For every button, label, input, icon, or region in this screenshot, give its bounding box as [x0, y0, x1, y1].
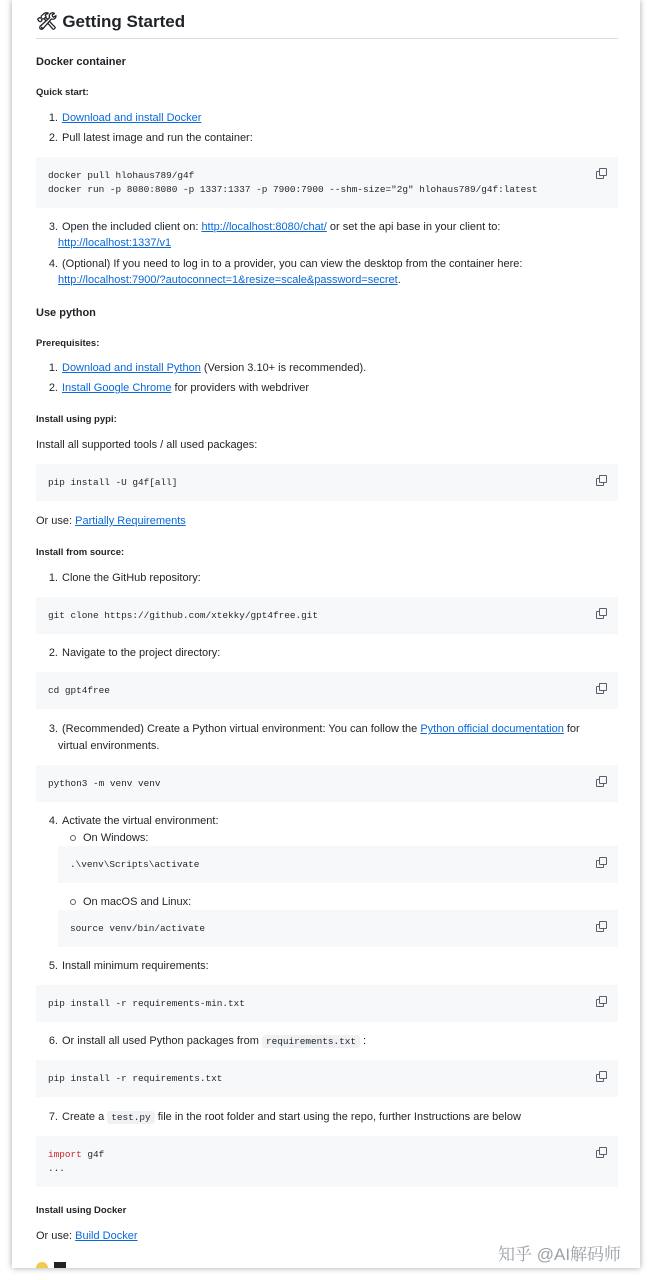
code-line: pip install -r requirements.txt	[48, 1073, 223, 1084]
list-item: 3. (Recommended) Create a Python virtual environment: You can follow the Python official documentation for	[48, 723, 580, 735]
install-chrome-link[interactable]: Install Google Chrome	[62, 382, 172, 394]
python-heading: Use python	[36, 307, 96, 319]
pypi-heading: Install using pypi:	[36, 414, 117, 425]
inline-code: requirements.txt	[262, 1035, 360, 1048]
list-item: 2. Pull latest image and run the container:	[48, 132, 253, 144]
code-line: python3 -m venv venv	[48, 778, 161, 789]
or-use-text: Or use: Build Docker	[36, 1230, 138, 1242]
download-python-link[interactable]: Download and install Python	[62, 362, 201, 374]
partial-requirements-link[interactable]: Partially Requirements	[75, 515, 186, 527]
copy-icon[interactable]	[596, 1147, 605, 1157]
list-item: 1. Download and install Docker	[48, 112, 202, 124]
code-line: docker run -p 8080:8080 -p 1337:1337 -p 7900:7900 --shm-size="2g" hlohaus789/g4f:latest	[48, 184, 538, 195]
copy-icon[interactable]	[596, 921, 605, 931]
inline-code: test.py	[107, 1111, 154, 1124]
list-item: 3. Open the included client on: http://localhost:8080/chat/ or set the api base in your client to:	[48, 221, 501, 233]
copy-icon[interactable]	[596, 475, 605, 485]
list-item: 1. Clone the GitHub repository:	[48, 572, 201, 584]
api-base-link[interactable]: http://localhost:1337/v1	[58, 237, 172, 249]
code-line: git clone https://github.com/xtekky/gpt4free.git	[48, 610, 319, 621]
copy-icon[interactable]	[596, 608, 605, 618]
copy-icon[interactable]	[596, 1071, 605, 1081]
chat-client-link[interactable]: http://localhost:8080/chat/	[201, 221, 327, 233]
list-item: 4. (Optional) If you need to log in to a provider, you can view the desktop from the container here:	[48, 258, 523, 270]
desktop-vnc-link[interactable]: http://localhost:7900/?autoconnect=1&resize=scale&password=secret	[58, 274, 398, 286]
copy-icon[interactable]	[596, 683, 605, 693]
circle-bullet-icon	[70, 835, 76, 841]
code-line: docker pull hlohaus789/g4f	[48, 170, 195, 181]
code-line: .\venv\Scripts\activate	[70, 859, 200, 870]
code-line: pip install -r requirements-min.txt	[48, 998, 245, 1009]
docker-heading: Docker container	[36, 56, 126, 68]
list-item-continuation: http://localhost:7900/?autoconnect=1&resize=scale&password=secret.	[58, 274, 401, 286]
list-item: 2. Navigate to the project directory:	[48, 647, 221, 659]
prerequisites-heading: Prerequisites:	[36, 338, 100, 349]
list-item: 7. Create a test.py file in the root folder and start using the repo, further Instructions are below	[48, 1111, 521, 1123]
code-block	[36, 765, 618, 802]
keyword: import	[48, 1149, 82, 1160]
copy-icon[interactable]	[596, 857, 605, 867]
watermark: 知乎 @AI解码师	[498, 1245, 622, 1264]
code-line: pip install -U g4f[all]	[48, 477, 178, 488]
build-docker-link[interactable]: Build Docker	[75, 1230, 138, 1242]
code-block	[36, 1060, 618, 1097]
or-use-text: Or use: Partially Requirements	[36, 515, 186, 527]
code-line: cd gpt4free	[48, 685, 110, 696]
docker-install-heading: Install using Docker	[36, 1205, 127, 1216]
quick-start-heading: Quick start:	[36, 87, 89, 98]
list-item-continuation	[58, 237, 171, 249]
list-item: 1. Download and install Python (Version 3.10+ is recommended).	[48, 362, 367, 374]
source-heading: Install from source:	[36, 547, 125, 558]
partial-heading-text	[54, 1262, 66, 1268]
list-item: 6. Or install all used Python packages from requirements.txt :	[48, 1035, 367, 1047]
list-item-continuation: virtual environments.	[58, 740, 160, 752]
code-line: import g4f	[48, 1149, 105, 1160]
code-block	[36, 985, 618, 1022]
code-block	[36, 597, 618, 634]
code-line: source venv/bin/activate	[70, 923, 206, 934]
title-divider	[36, 38, 618, 39]
list-item: 4. Activate the virtual environment:	[48, 815, 219, 827]
sub-list-item: On Windows:	[70, 832, 148, 844]
list-item: 2. Install Google Chrome for providers with webdriver	[48, 382, 310, 394]
code-block	[58, 910, 618, 947]
page-title	[36, 12, 185, 32]
tools-icon: 🛠	[36, 12, 58, 31]
code-block	[36, 672, 618, 709]
copy-icon[interactable]	[596, 776, 605, 786]
partial-heading-icon	[36, 1262, 48, 1268]
download-docker-link[interactable]: Download and install Docker	[62, 112, 202, 124]
page-frame	[12, 0, 640, 1268]
pypi-text: Install all supported tools / all used packages:	[36, 439, 258, 451]
code-block	[36, 464, 618, 501]
circle-bullet-icon	[70, 899, 76, 905]
code-block	[58, 846, 618, 883]
list-item: 5. Install minimum requirements:	[48, 960, 209, 972]
copy-icon[interactable]	[596, 168, 605, 178]
sub-list-item: On macOS and Linux:	[70, 896, 191, 908]
code-block	[36, 157, 618, 208]
code-line: ...	[48, 1163, 65, 1174]
code-block	[36, 1136, 618, 1187]
python-docs-link[interactable]: Python official documentation	[420, 723, 564, 735]
page-title-text: Getting Started	[62, 12, 186, 31]
copy-icon[interactable]	[596, 996, 605, 1006]
